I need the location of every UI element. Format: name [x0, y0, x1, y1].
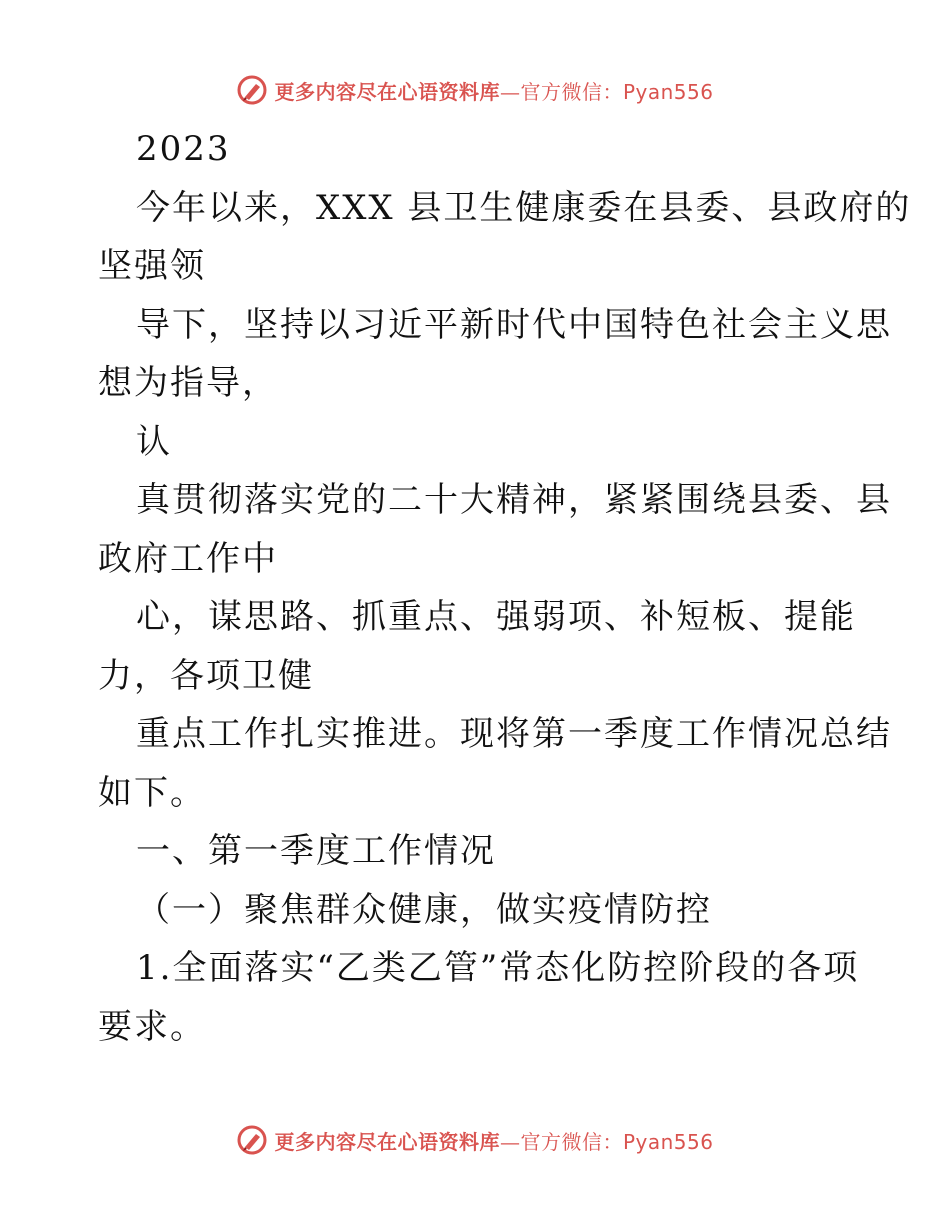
pen-logo-icon [236, 1124, 268, 1156]
watermark-separator: — [499, 1129, 521, 1154]
text-line: 如下。 [98, 772, 206, 813]
watermark-text [274, 1126, 713, 1155]
text-line: 想为指导， [98, 363, 278, 403]
text-line: 要求。 [98, 1006, 206, 1047]
subsection-heading: （一）聚焦群众健康，做实疫情防控 [136, 889, 712, 930]
text-line: 2023 [136, 129, 231, 169]
pen-logo-icon [236, 74, 268, 106]
text-line: 重点工作扎实推进。现将第一季度工作情况总结 [136, 714, 892, 754]
text-line: 导下，坚持以习近平新时代中国特色社会主义思 [136, 304, 892, 345]
document-body [98, 120, 912, 1056]
watermark-text [274, 76, 713, 105]
text-line: 今年以来，XXX 县卫生健康委在县委、县政府的 [136, 187, 912, 228]
section-heading: 一、第一季度工作情况 [136, 831, 496, 871]
text-line: 心，谋思路、抓重点、强弱项、补短板、提能 [136, 597, 856, 637]
watermark-site-text: 更多内容尽在心语资料库 [274, 1129, 500, 1154]
text-line: 真贯彻落实党的二十大精神，紧紧围绕县委、县 [136, 480, 892, 520]
text-line: 坚强领 [98, 246, 206, 286]
header-watermark-banner [0, 70, 950, 110]
text-line: 认 [136, 421, 172, 462]
text-line: 1.全面落实“乙类乙管”常态化防控阶段的各项 [136, 948, 860, 988]
text-line: 力，各项卫健 [98, 655, 314, 696]
footer-watermark-banner [0, 1120, 950, 1160]
watermark-site-text: 更多内容尽在心语资料库 [274, 79, 500, 104]
watermark-wechat-text: 官方微信：Pyan556 [520, 1129, 714, 1154]
watermark-wechat-text: 官方微信：Pyan556 [520, 79, 714, 104]
watermark-separator: — [499, 79, 521, 104]
text-line: 政府工作中 [98, 538, 278, 579]
